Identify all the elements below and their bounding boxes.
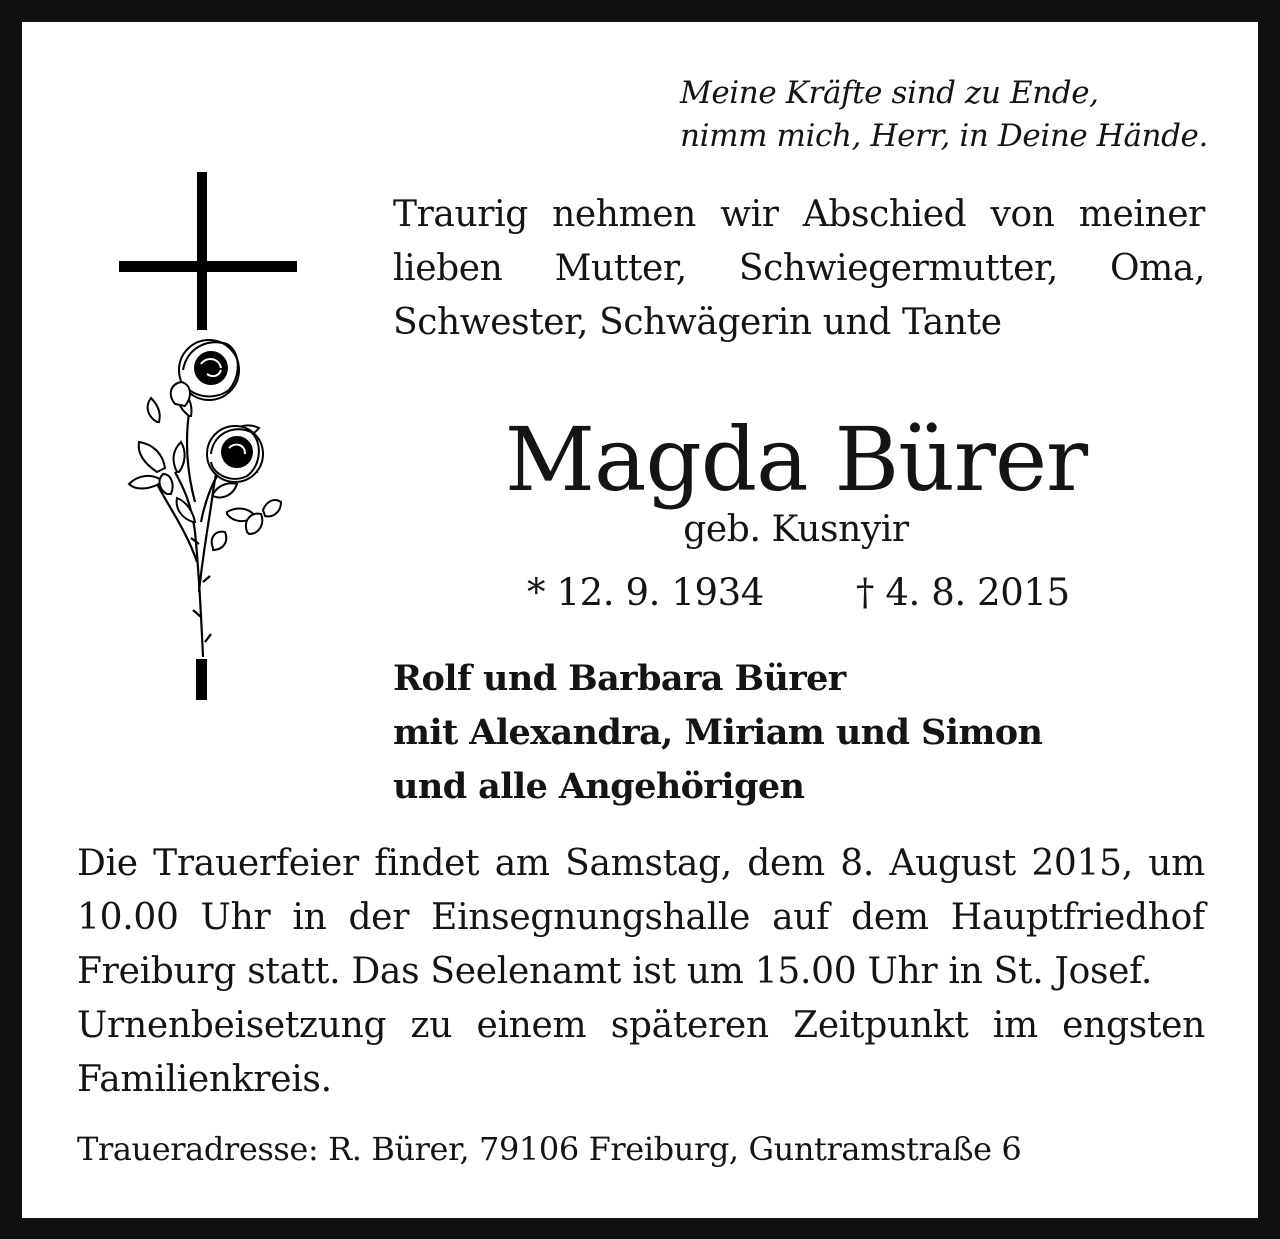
life-dates <box>527 570 1070 616</box>
ceremony-line: Freiburg statt. Das Seelenamt ist um 15.00 Uhr in St. Josef. <box>77 951 1153 992</box>
verse-line: nimm mich, Herr, in Deine Hände. <box>680 118 1208 154</box>
death-date: † 4. 8. 2015 <box>855 571 1070 614</box>
intro-text <box>393 188 1205 350</box>
ceremony-line: Urnenbeisetzung zu einem späteren Zeitpunkt im engsten <box>77 1005 1205 1046</box>
ceremony-line: Die Trauerfeier findet am Samstag, dem 8. August 2015, um <box>77 843 1205 884</box>
mourners <box>393 652 1042 814</box>
birth-date: * 12. 9. 1934 <box>527 571 764 614</box>
intro-line: Schwester, Schwägerin und Tante <box>393 302 1002 343</box>
verse <box>680 72 1208 158</box>
verse-line: Meine Kräfte sind zu Ende, <box>680 75 1099 111</box>
deceased-name: Magda Bürer <box>504 408 1088 511</box>
mourner-line: und alle Angehörigen <box>393 766 805 807</box>
obituary-notice <box>22 22 1258 1218</box>
mourner-line: mit Alexandra, Miriam und Simon <box>393 712 1043 753</box>
mourning-address: Traueradresse: R. Bürer, 79106 Freiburg, Guntramstraße 6 <box>77 1130 1022 1168</box>
intro-line: lieben Mutter, Schwiegermutter, Oma, <box>393 248 1205 289</box>
intro-line: Traurig nehmen wir Abschied von meiner <box>393 194 1205 235</box>
ceremony-details <box>77 837 1205 1107</box>
ceremony-line: Familienkreis. <box>77 1059 332 1100</box>
maiden-name: geb. Kusnyir <box>683 509 909 550</box>
ceremony-line: 10.00 Uhr in der Einsegnungshalle auf dem Hauptfriedhof <box>77 897 1205 938</box>
mourner-line: Rolf und Barbara Bürer <box>393 658 846 699</box>
cross-with-roses-icon <box>117 172 302 712</box>
